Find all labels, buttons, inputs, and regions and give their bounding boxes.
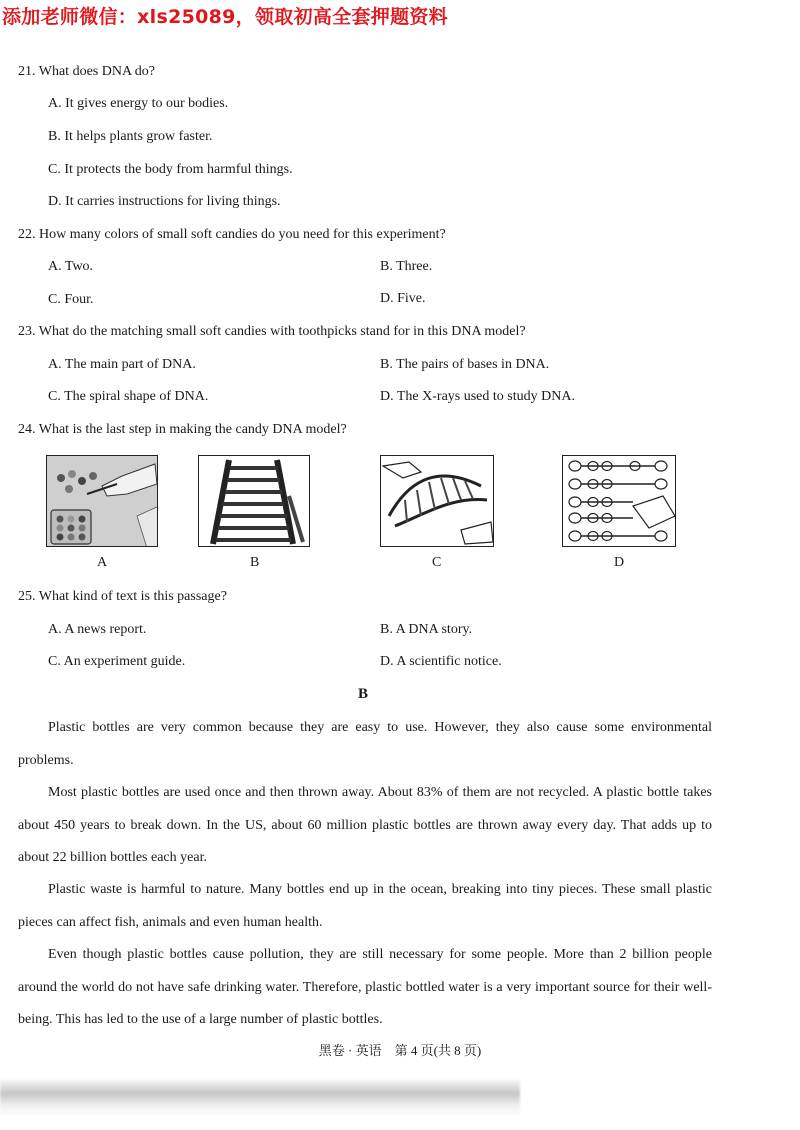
option-text: An experiment guide. bbox=[63, 654, 186, 669]
option-text: It helps plants grow faster. bbox=[64, 129, 213, 144]
option-letter: A. bbox=[48, 357, 62, 372]
ladder-model-illustration bbox=[199, 456, 310, 547]
option-text: Two. bbox=[64, 259, 94, 274]
option-text: A news report. bbox=[64, 622, 147, 637]
option-letter: A. bbox=[48, 259, 62, 274]
option-text: The spiral shape of DNA. bbox=[64, 389, 209, 404]
option-23-d bbox=[380, 389, 575, 405]
option-letter: D. bbox=[380, 389, 394, 404]
option-25-c bbox=[48, 654, 185, 670]
question-text: What is the last step in making the candy DNA model? bbox=[38, 422, 347, 437]
question-number: 23. bbox=[18, 324, 36, 339]
passage-paragraph bbox=[18, 712, 712, 777]
option-text: Three. bbox=[396, 259, 433, 274]
question-21 bbox=[18, 64, 155, 80]
picture-c bbox=[380, 455, 494, 547]
question-text: What does DNA do? bbox=[38, 64, 156, 79]
question-text: How many colors of small soft candies do you need for this experiment? bbox=[39, 227, 446, 242]
option-21-b bbox=[48, 129, 212, 145]
question-text: What do the matching small soft candies with toothpicks stand for in this DNA model? bbox=[38, 324, 526, 339]
passage-paragraph bbox=[18, 939, 712, 1037]
picture-a bbox=[46, 455, 158, 547]
paragraph-text: Plastic waste is harmful to nature. Many bottles end up in the ocean, breaking into tiny pieces. These small plastic pieces can affect fish, animals and even human health. bbox=[18, 882, 712, 930]
picture-label-c: C bbox=[432, 555, 442, 570]
option-23-c bbox=[48, 389, 208, 405]
option-text: It gives energy to our bodies. bbox=[65, 96, 229, 111]
option-text: The main part of DNA. bbox=[64, 357, 196, 372]
paragraph-text: Even though plastic bottles cause pollution, they are still necessary for some people. More than 2 billion people around the world do not have safe drinking water. Therefore, plastic bottled water is a very important source for their well-being. This has led to the use of a large number of plastic bottles. bbox=[18, 947, 712, 1027]
question-number: 21. bbox=[18, 64, 36, 79]
option-letter: C. bbox=[48, 654, 61, 669]
question-number: 24. bbox=[18, 422, 36, 437]
option-text: Five. bbox=[397, 291, 426, 306]
option-text: Four. bbox=[64, 292, 94, 307]
option-letter: C. bbox=[48, 162, 61, 177]
paragraph-text: Most plastic bottles are used once and then thrown away. About 83% of them are not recycled. A plastic bottle takes about 450 years to break down. In the US, about 60 million plastic bottles are thrown away every day. That adds up to about 22 billion bottles each year. bbox=[18, 785, 712, 865]
section-title: B bbox=[358, 686, 369, 702]
picture-d bbox=[562, 455, 676, 547]
option-25-a bbox=[48, 622, 146, 638]
option-22-b bbox=[380, 259, 432, 275]
watermark-banner: 添加老师微信：xls25089，领取初高全套押题资料 bbox=[2, 6, 448, 28]
option-25-b bbox=[380, 622, 472, 638]
option-22-a bbox=[48, 259, 93, 275]
paragraph-text: Plastic bottles are very common because they are easy to use. However, they also cause some environmental problems. bbox=[18, 720, 712, 768]
option-23-a bbox=[48, 357, 196, 373]
page-footer: 黑卷 · 英语 第 4 页(共 8 页) bbox=[318, 1043, 482, 1058]
option-letter: C. bbox=[48, 389, 61, 404]
picture-label-d: D bbox=[614, 555, 625, 570]
option-letter: B. bbox=[380, 259, 393, 274]
picture-b bbox=[198, 455, 310, 547]
option-letter: C. bbox=[48, 292, 61, 307]
option-text: A DNA story. bbox=[395, 622, 473, 637]
picture-label-a: A bbox=[97, 555, 108, 570]
scan-shadow bbox=[0, 1078, 520, 1116]
option-text: The pairs of bases in DNA. bbox=[396, 357, 550, 372]
option-text: The X-rays used to study DNA. bbox=[396, 389, 575, 404]
candy-hand-illustration bbox=[47, 456, 158, 547]
option-text: It carries instructions for living things. bbox=[65, 194, 281, 209]
candy-rows-illustration bbox=[563, 456, 676, 547]
twisting-model-illustration bbox=[381, 456, 494, 547]
question-text: What kind of text is this passage? bbox=[38, 589, 227, 604]
option-25-d bbox=[380, 654, 502, 670]
passage-paragraph bbox=[18, 874, 712, 939]
option-22-c bbox=[48, 292, 94, 308]
option-letter: B. bbox=[380, 357, 393, 372]
picture-label-b: B bbox=[250, 555, 260, 570]
question-25 bbox=[18, 589, 227, 605]
option-letter: B. bbox=[380, 622, 393, 637]
option-letter: D. bbox=[380, 654, 394, 669]
question-24 bbox=[18, 422, 347, 438]
option-letter: D. bbox=[48, 194, 62, 209]
question-23 bbox=[18, 324, 526, 340]
option-22-d bbox=[380, 291, 426, 307]
option-21-c bbox=[48, 162, 293, 178]
option-letter: D. bbox=[380, 291, 394, 306]
question-number: 25. bbox=[18, 589, 36, 604]
option-letter: A. bbox=[48, 622, 62, 637]
option-text: It protects the body from harmful things. bbox=[64, 162, 293, 177]
option-text: A scientific notice. bbox=[396, 654, 502, 669]
question-number: 22. bbox=[18, 227, 36, 242]
option-21-d bbox=[48, 194, 281, 210]
option-23-b bbox=[380, 357, 549, 373]
passage-paragraph bbox=[18, 777, 712, 875]
option-letter: A. bbox=[48, 96, 62, 111]
option-letter: B. bbox=[48, 129, 61, 144]
option-21-a bbox=[48, 96, 228, 112]
question-22 bbox=[18, 227, 446, 243]
